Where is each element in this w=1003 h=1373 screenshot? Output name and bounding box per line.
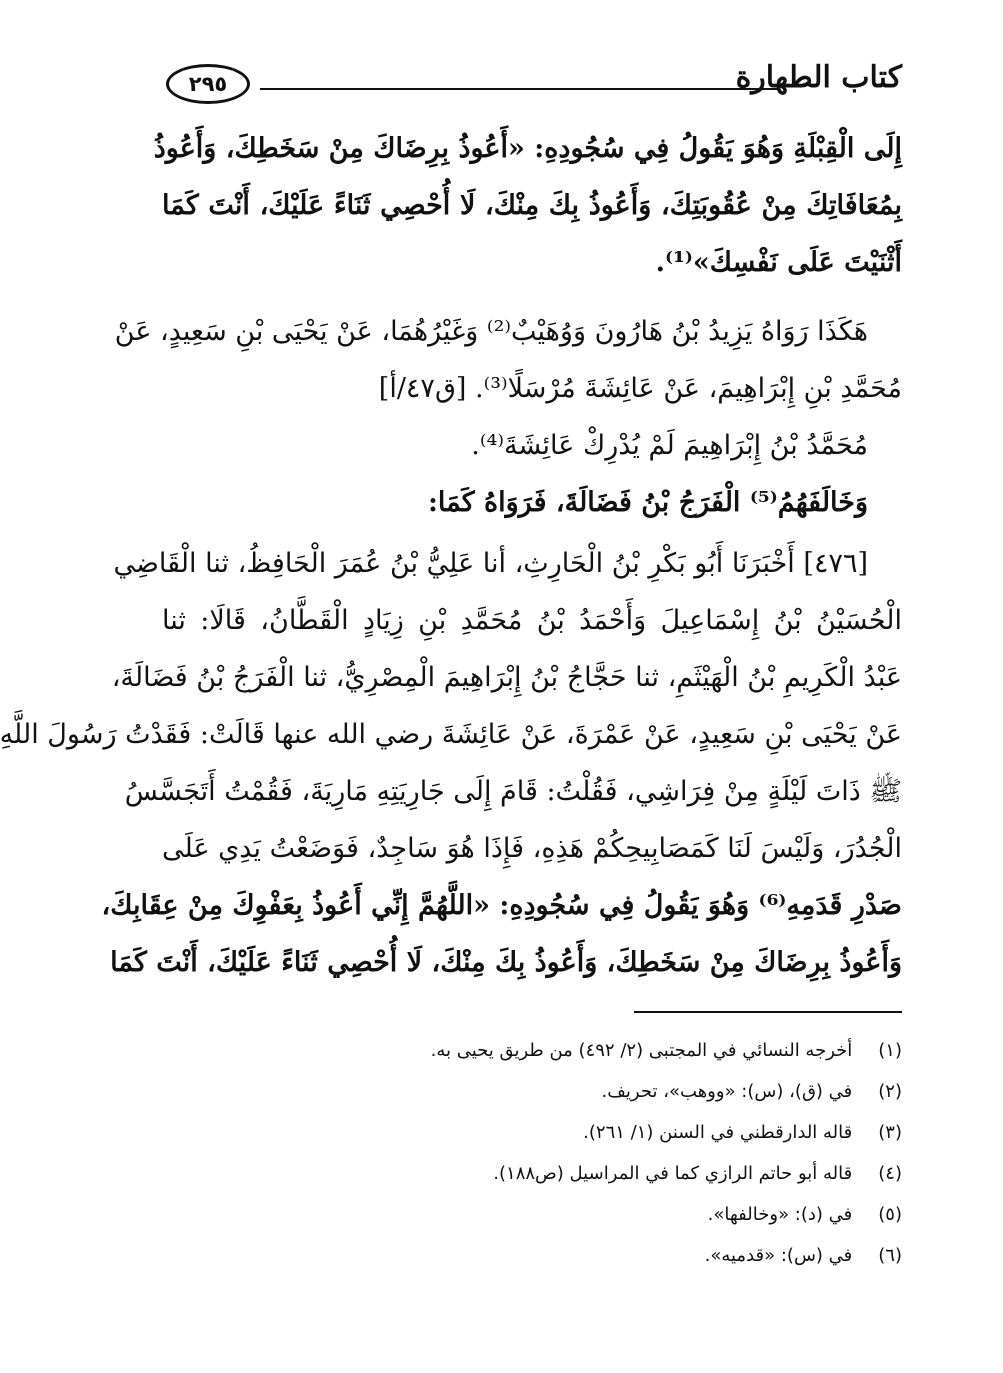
footnote-text: في (ق)، (س): «ووهب»، تحريف.	[601, 1081, 853, 1102]
text-line: أَثْنَيْتَ عَلَى نَفْسِكَ»⁽¹⁾.	[655, 247, 902, 278]
text-line: وَخَالَفَهُمُ⁽⁵⁾ الْفَرَجُ بْنُ فَضَالَةَ، فَرَوَاهُ كَمَا:	[427, 487, 868, 518]
page-header	[162, 58, 902, 118]
footnote-text: في (س): «قدميه».	[704, 1245, 853, 1266]
footnote-number: (١)	[878, 1040, 902, 1061]
running-title: كتاب الطهارة	[735, 60, 902, 95]
text-line: صَدْرِ قَدَمِهِ⁽⁶⁾ وَهُوَ يَقُولُ فِي سُجُودِهِ: «اللَّهُمَّ إِنِّي أَعُوذُ بِعَفْوِكَ مِنْ عِقَابِكَ،	[101, 890, 902, 921]
footnote	[162, 1071, 902, 1112]
text-line: وَأَعُوذُ بِرِضَاكَ مِنْ سَخَطِكَ، وَأَعُوذُ بِكَ مِنْكَ، لَا أُحْصِي ثَنَاءً عَلَيْكَ، أَنْتَ كَمَا	[110, 947, 902, 978]
footnote-number: (٢)	[878, 1081, 902, 1102]
footnote-text: في (د): «وخالفها».	[707, 1204, 853, 1225]
footnote-number: (٦)	[878, 1245, 902, 1266]
text-line: هَكَذَا رَوَاهُ يَزِيدُ بْنُ هَارُونَ وَوُهَيْبٌ⁽²⁾ وَغَيْرُهُمَا، عَنْ يَحْيَى بْنِ سَعِيدٍ، عَنْ	[114, 316, 868, 347]
footnote-text: أخرجه النسائي في المجتبى (٢/ ٤٩٢) من طريق يحيى به.	[430, 1040, 853, 1061]
text-line: بِمُعَافَاتِكَ مِنْ عُقُوبَتِكَ، وَأَعُوذُ بِكَ مِنْكَ، لَا أُحْصِي ثَنَاءً عَلَيْكَ، أَنْتَ كَمَا	[162, 190, 902, 221]
text-line: مُحَمَّدُ بْنُ إِبْرَاهِيمَ لَمْ يُدْرِكْ عَائِشَةَ⁽⁴⁾.	[471, 430, 868, 461]
footnote-number: (٥)	[878, 1204, 902, 1225]
footnote	[162, 1235, 902, 1276]
footnote-text: قاله أبو حاتم الرازي كما في المراسيل (ص١٨٨).	[493, 1163, 853, 1184]
footnote	[162, 1194, 902, 1235]
footnote-text: قاله الدارقطني في السنن (١/ ٢٦١).	[583, 1122, 853, 1143]
page-number-oval	[166, 64, 250, 104]
footnote	[162, 1030, 902, 1071]
footnote	[162, 1112, 902, 1153]
header-rule	[260, 88, 780, 90]
text-line: ﷺ ذَاتَ لَيْلَةٍ مِنْ فِرَاشِي، فَقُلْتُ: قَامَ إِلَى جَارِيَتِهِ مَارِيَةَ، فَقُمْتُ أَتَجَسَّسُ	[124, 776, 902, 807]
text-line: الْجُدُرَ، وَلَيْسَ لَنَا كَمَصَابِيحِكُمْ هَذِهِ، فَإِذَا هُوَ سَاجِدٌ، فَوَضَعْتُ يَدِي عَلَى	[162, 833, 902, 864]
text-line: عَبْدُ الْكَرِيمِ بْنُ الْهَيْثَمِ، ثنا حَجَّاجُ بْنُ إِبْرَاهِيمَ الْمِصْرِيُّ، ثنا الْفَرَجُ بْنُ فَضَالَةَ،	[111, 662, 902, 693]
footnote	[162, 1153, 902, 1194]
footnote-number: (٣)	[878, 1122, 902, 1143]
footnote-separator	[634, 1011, 902, 1013]
text-line: الْحُسَيْنُ بْنُ إِسْمَاعِيلَ وَأَحْمَدُ بْنُ مُحَمَّدِ بْنِ زِيَادٍ الْقَطَّانُ، قَالَا: ثنا	[162, 605, 902, 636]
text-line: مُحَمَّدِ بْنِ إِبْرَاهِيمَ، عَنْ عَائِشَةَ مُرْسَلًا⁽³⁾. [ق٤٧/أ]	[378, 373, 902, 404]
paragraph-gap	[162, 291, 902, 303]
footnote-number: (٤)	[878, 1163, 902, 1184]
text-line: [٤٧٦] أَخْبَرَنَا أَبُو بَكْرِ بْنُ الْحَارِثِ، أنا عَلِيُّ بْنُ عُمَرَ الْحَافِظُ، ثنا الْقَاضِي	[113, 548, 868, 579]
text-line: إِلَى الْقِبْلَةِ وَهُوَ يَقُولُ فِي سُجُودِهِ: «أَعُوذُ بِرِضَاكَ مِنْ سَخَطِكَ، وَأَعُوذُ	[153, 133, 902, 164]
page-number: ٢٩٥	[188, 71, 228, 96]
text-line: عَنْ يَحْيَى بْنِ سَعِيدٍ، عَنْ عَمْرَةَ، عَنْ عَائِشَةَ رضي الله عنها قَالَتْ: فَقَدْتُ رَسُولَ اللَّهِ	[0, 719, 902, 750]
footnotes	[162, 1030, 902, 1276]
main-text	[0, 120, 902, 991]
